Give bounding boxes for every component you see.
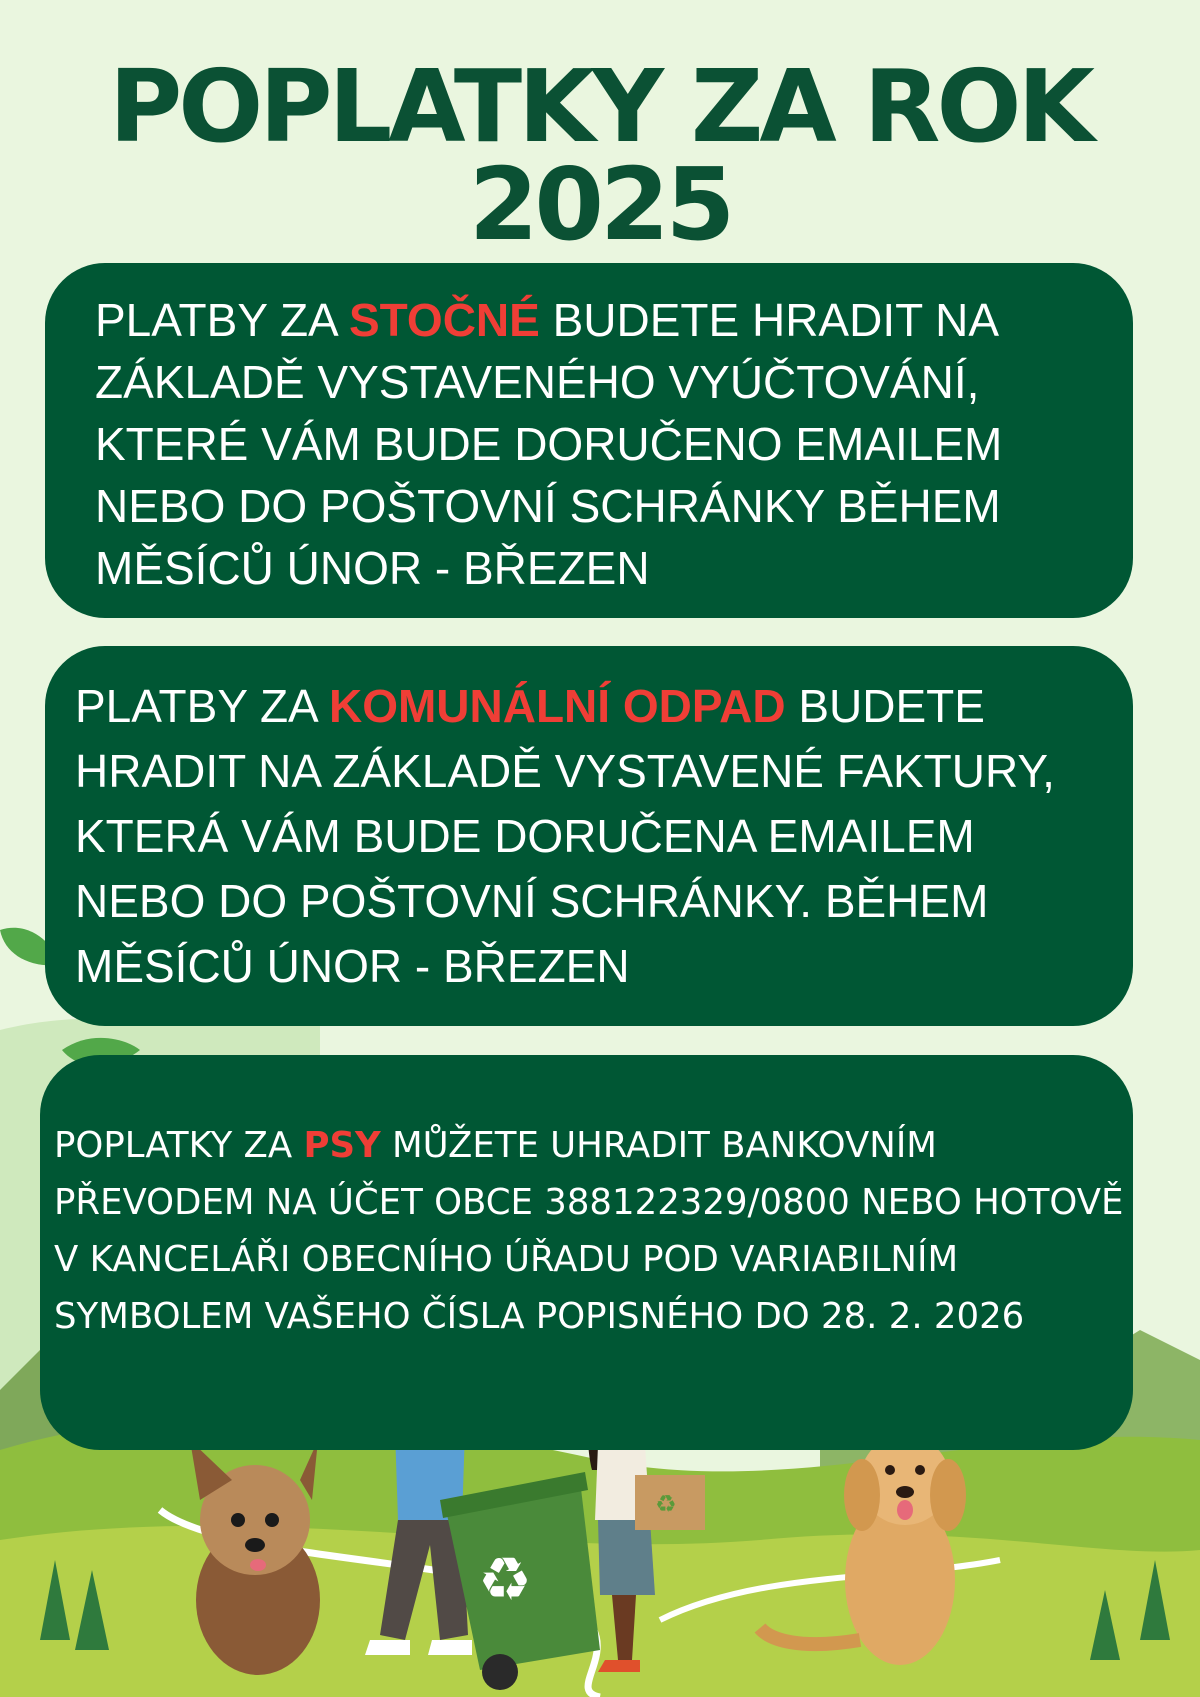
card-stocne-text xyxy=(95,289,1105,599)
svg-text:♻: ♻ xyxy=(655,1490,677,1518)
page-title: POPLATKY ZA ROK xyxy=(108,48,1092,165)
card-odpad-text xyxy=(75,674,1105,999)
info-card-odpad xyxy=(45,646,1133,1026)
info-card-stocne xyxy=(45,263,1133,618)
card-psy-prefix: POPLATKY ZA xyxy=(54,1125,304,1166)
page-title-year: 2025 xyxy=(468,146,732,263)
card-psy-text xyxy=(54,1117,1124,1345)
card-odpad-body: BUDETE HRADIT NA ZÁKLADĚ VYSTAVENÉ FAKTURY, KTERÁ VÁM BUDE DORUČENA EMAILEM NEBO DO POŠTOVNÍ SCHRÁNKY. BĚHEM MĚSÍCŮ ÚNOR - BŘEZEN xyxy=(75,680,1055,992)
info-card-psy xyxy=(40,1055,1133,1450)
card-odpad-prefix: PLATBY ZA xyxy=(75,680,329,732)
card-stocne-highlight: STOČNÉ xyxy=(348,294,540,346)
card-stocne-prefix: PLATBY ZA xyxy=(95,294,349,346)
card-odpad-highlight: KOMUNÁLNÍ ODPAD xyxy=(328,680,786,732)
recycle-icon: ♻ xyxy=(478,1545,532,1615)
card-psy-highlight: PSY xyxy=(303,1125,381,1166)
card-stocne-body: BUDETE HRADIT NA ZÁKLADĚ VYSTAVENÉHO VYÚČTOVÁNÍ, KTERÉ VÁM BUDE DORUČENO EMAILEM NEBO DO POŠTOVNÍ SCHRÁNKY BĚHEM MĚSÍCŮ ÚNOR - BŘEZEN xyxy=(95,294,1003,594)
card-psy-body: MŮŽETE UHRADIT BANKOVNÍM PŘEVODEM NA ÚČET OBCE 388122329/0800 NEBO HOTOVĚ V KANCELÁŘI OBECNÍHO ÚŘADU POD VARIABILNÍM SYMBOLEM VAŠEHO ČÍSLA POPISNÉHO DO 28. 2. 2026 xyxy=(54,1125,1124,1337)
